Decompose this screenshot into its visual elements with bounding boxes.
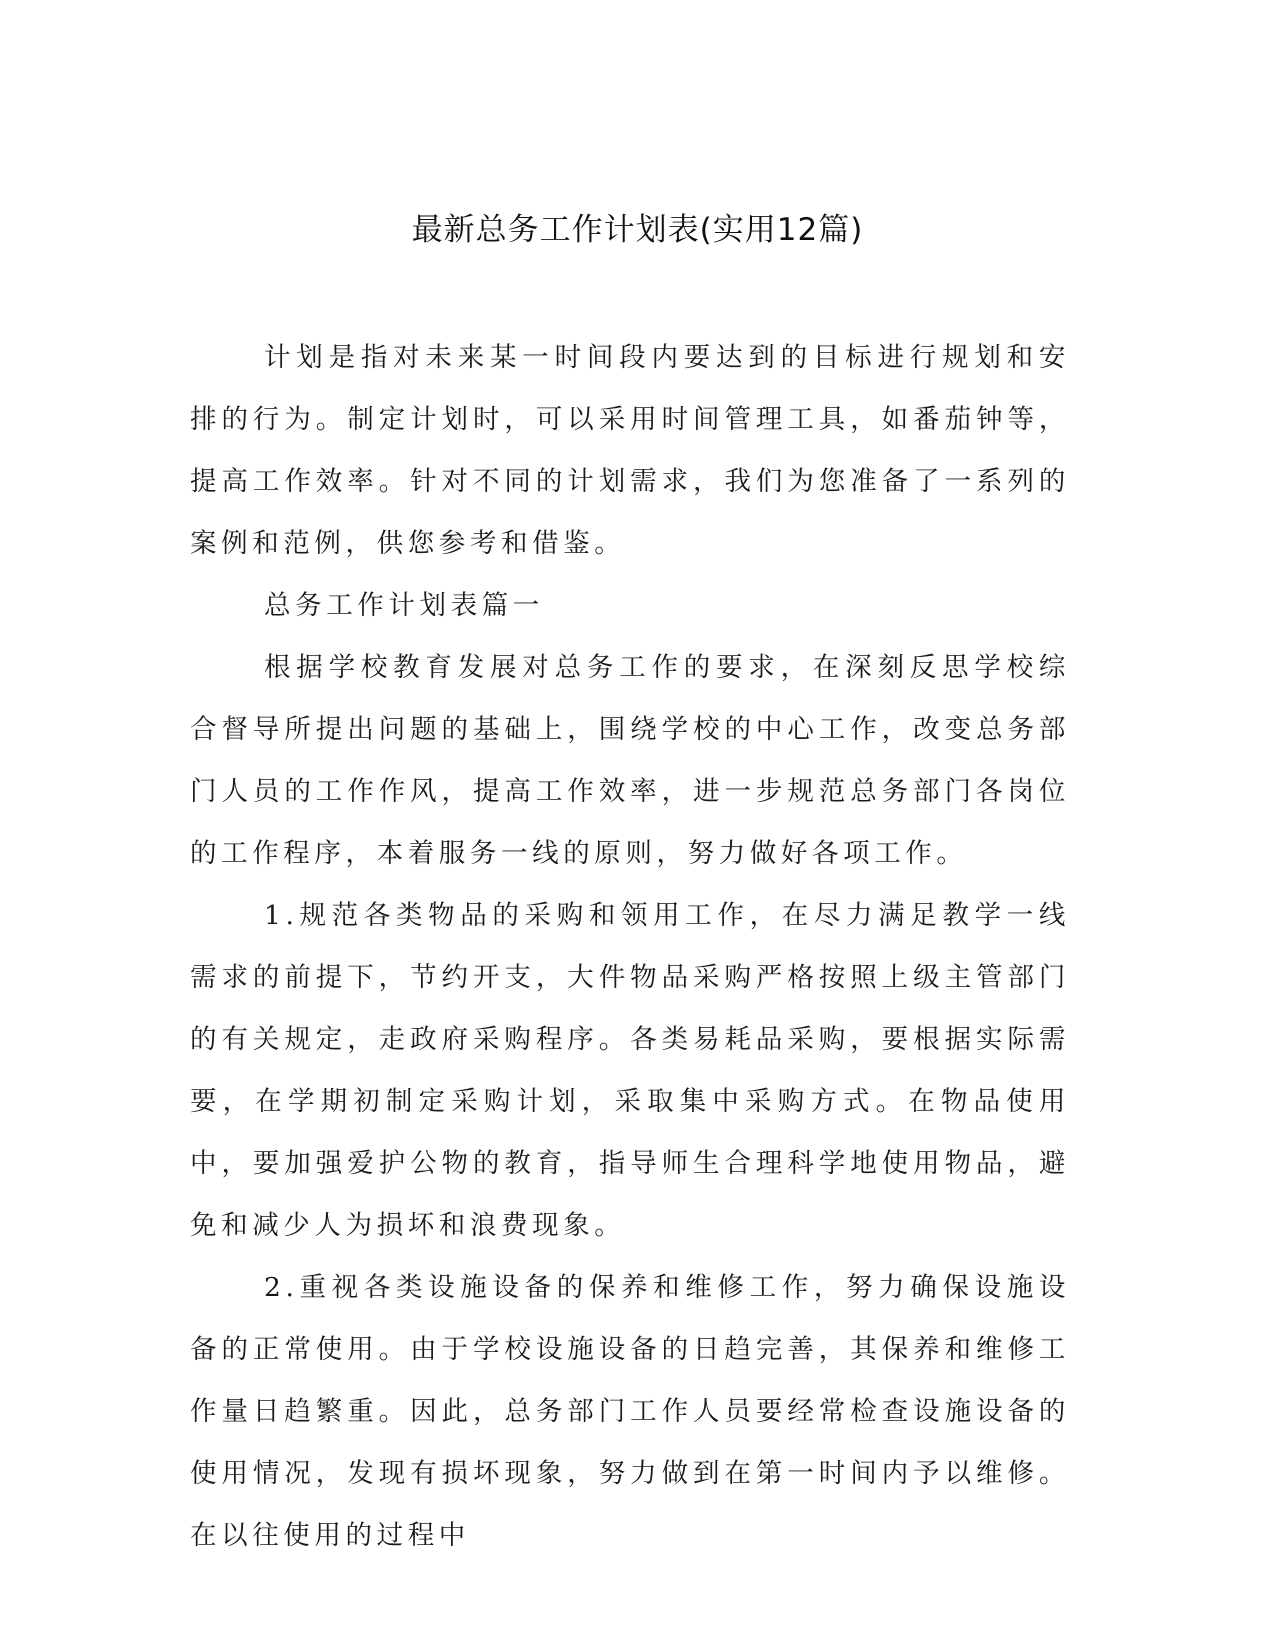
intro-paragraph: 计划是指对未来某一时间段内要达到的目标进行规划和安排的行为。制定计划时，可以采用时间管理工具，如番茄钟等，提高工作效率。针对不同的计划需求，我们为您准备了一系列的案例和范例，供您参考和借鉴。	[190, 342, 1070, 559]
section-heading: 总务工作计划表篇一	[264, 590, 544, 621]
list-item-1: 1.规范各类物品的采购和领用工作，在尽力满足教学一线需求的前提下，节约开支，大件物品采购严格按照上级主管部门的有关规定，走政府采购程序。各类易耗品采购，要根据实际需要，在学期初制定采购计划，采取集中采购方式。在物品使用中，要加强爱护公物的教育，指导师生合理科学地使用物品，避免和减少人为损坏和浪费现象。	[190, 900, 1070, 1241]
document-body	[190, 327, 1070, 1567]
document-title: 最新总务工作计划表(实用12篇)	[411, 212, 864, 248]
section-paragraph: 根据学校教育发展对总务工作的要求，在深刻反思学校综合督导所提出问题的基础上，围绕学校的中心工作，改变总务部门人员的工作作风，提高工作效率，进一步规范总务部门各岗位的工作程序，本着服务一线的原则，努力做好各项工作。	[190, 652, 1070, 869]
list-item-2: 2.重视各类设施设备的保养和维修工作，努力确保设施设备的正常使用。由于学校设施设备的日趋完善，其保养和维修工作量日趋繁重。因此，总务部门工作人员要经常检查设施设备的使用情况，发现有损坏现象，努力做到在第一时间内予以维修。在以往使用的过程中	[190, 1272, 1070, 1551]
